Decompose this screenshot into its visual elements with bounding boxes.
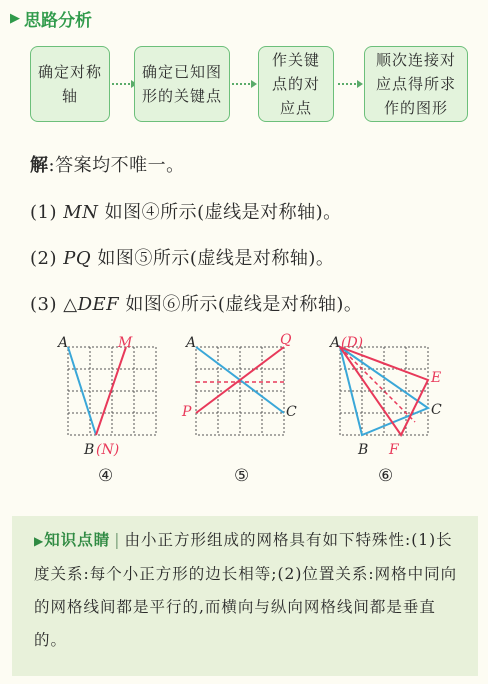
- figures: [0, 330, 488, 510]
- arrow-right-icon: [338, 78, 363, 90]
- solution-item-1: [30, 198, 342, 224]
- solution-label: 解: [30, 155, 49, 176]
- figure-5: [181, 332, 297, 486]
- item-number: (2): [30, 248, 57, 269]
- flow-step-3: 作关键点的对应点: [258, 46, 334, 122]
- label-q: Q: [280, 332, 292, 348]
- label-f: F: [389, 442, 399, 458]
- item-variable: MN: [63, 202, 99, 223]
- note-title: [34, 531, 110, 549]
- triangle-marker-icon: ▶: [34, 534, 45, 548]
- solution-item-3: [30, 290, 362, 316]
- figure-caption: ⑤: [234, 466, 250, 486]
- section-title: 思路分析: [24, 11, 92, 31]
- label-c: C: [431, 402, 442, 418]
- item-number: (3): [30, 294, 57, 315]
- knowledge-note: [12, 516, 478, 676]
- label-b: B: [358, 442, 369, 458]
- label-b: B: [84, 442, 95, 458]
- item-text: 如图⑤所示(虚线是对称轴)。: [91, 248, 335, 269]
- label-d: (D): [341, 335, 364, 351]
- item-variable: PQ: [63, 248, 92, 269]
- figure-4: [56, 335, 156, 486]
- label-e: E: [431, 370, 442, 386]
- divider: |: [114, 531, 121, 549]
- label-c: C: [286, 404, 297, 420]
- figure-6: [328, 335, 442, 486]
- flow-step-2: 确定已知图形的关键点: [134, 46, 230, 122]
- figure-caption: ④: [98, 466, 114, 486]
- note-text: 由小正方形组成的网格具有如下特殊性:(1)长度关系:每个小正方形的边长相等;(2)位置关系:网格中同向的网格线间都是平行的,而横向与纵向网格线间都是垂直的。: [34, 531, 458, 649]
- arrow-right-icon: [232, 78, 257, 90]
- axis-of-symmetry: [340, 347, 415, 422]
- solution-item-2: [30, 244, 334, 270]
- solution-intro-text: :答案均不唯一。: [48, 155, 185, 176]
- figure-caption: ⑥: [378, 466, 394, 486]
- solution-intro: [30, 151, 185, 177]
- note-title-text: 知识点睛: [44, 531, 111, 549]
- item-text: 如图④所示(虚线是对称轴)。: [98, 202, 342, 223]
- label-m: M: [118, 335, 133, 351]
- label-a: A: [186, 335, 197, 351]
- label-a: A: [330, 335, 341, 351]
- section-heading: [10, 6, 92, 31]
- flow-step-1: 确定对称轴: [30, 46, 110, 122]
- flowchart: [30, 40, 480, 128]
- item-number: (1): [30, 202, 57, 223]
- label-p: P: [182, 404, 192, 420]
- label-a: A: [58, 335, 69, 351]
- label-n: (N): [96, 442, 120, 458]
- item-variable: △DEF: [63, 294, 120, 315]
- item-text: 如图⑥所示(虚线是对称轴)。: [119, 294, 363, 315]
- note-body: [34, 524, 464, 657]
- flow-step-4: 顺次连接对应点得所求作的图形: [364, 46, 468, 122]
- grid: [196, 347, 284, 435]
- triangle-marker-icon: ▶: [10, 11, 20, 26]
